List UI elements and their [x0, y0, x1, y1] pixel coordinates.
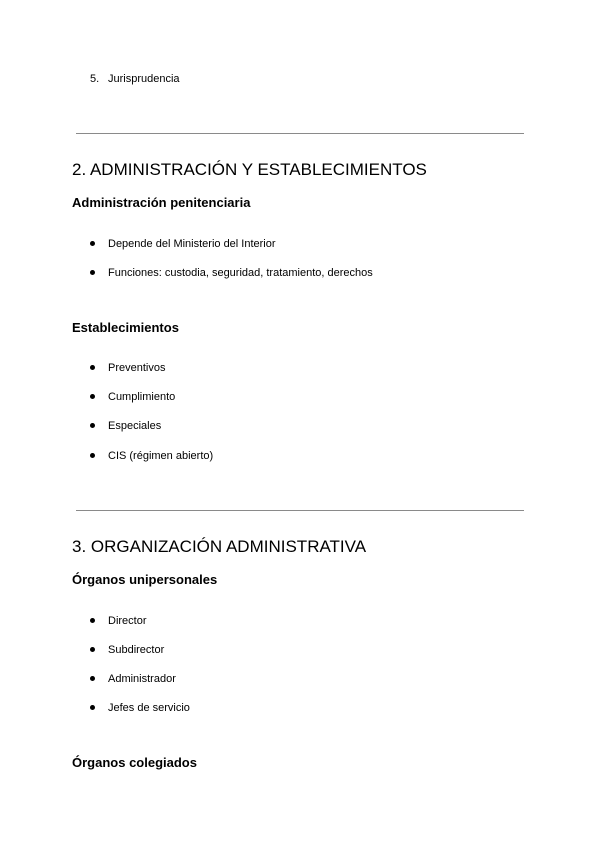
bullet-icon	[90, 676, 95, 681]
list-item: Especiales	[108, 420, 162, 432]
list-item-jurisprudencia: Jurisprudencia	[108, 73, 180, 85]
section-heading-administracion: 2. ADMINISTRACIÓN Y ESTABLECIMIENTOS	[72, 160, 427, 179]
bullet-icon	[90, 365, 95, 370]
list-item: Director	[108, 615, 147, 627]
list-item: Jefes de servicio	[108, 702, 190, 714]
bullet-icon	[90, 647, 95, 652]
list-number: 5.	[90, 73, 100, 85]
list-item: CIS (régimen abierto)	[108, 450, 214, 462]
bullet-icon	[90, 618, 95, 623]
bullet-icon	[90, 453, 95, 458]
list-item: Subdirector	[108, 644, 165, 656]
subheading-establecimientos: Establecimientos	[72, 320, 179, 335]
bullet-icon	[90, 270, 95, 275]
subheading-organos-colegiados: Órganos colegiados	[72, 755, 197, 770]
bullet-icon	[90, 423, 95, 428]
bullet-icon	[90, 705, 95, 710]
list-item: Cumplimiento	[108, 391, 176, 403]
list-item: Depende del Ministerio del Interior	[108, 238, 276, 250]
bullet-icon	[90, 394, 95, 399]
section-divider	[76, 133, 524, 134]
bullet-icon	[90, 241, 95, 246]
section-divider	[76, 510, 524, 511]
subheading-administracion-penitenciaria: Administración penitenciaria	[72, 195, 251, 210]
subheading-organos-unipersonales: Órganos unipersonales	[72, 572, 218, 587]
section-heading-organizacion: 3. ORGANIZACIÓN ADMINISTRATIVA	[72, 537, 367, 556]
list-item: Preventivos	[108, 362, 166, 374]
list-item: Administrador	[108, 673, 176, 685]
list-item: Funciones: custodia, seguridad, tratamiento, derechos	[108, 267, 373, 279]
